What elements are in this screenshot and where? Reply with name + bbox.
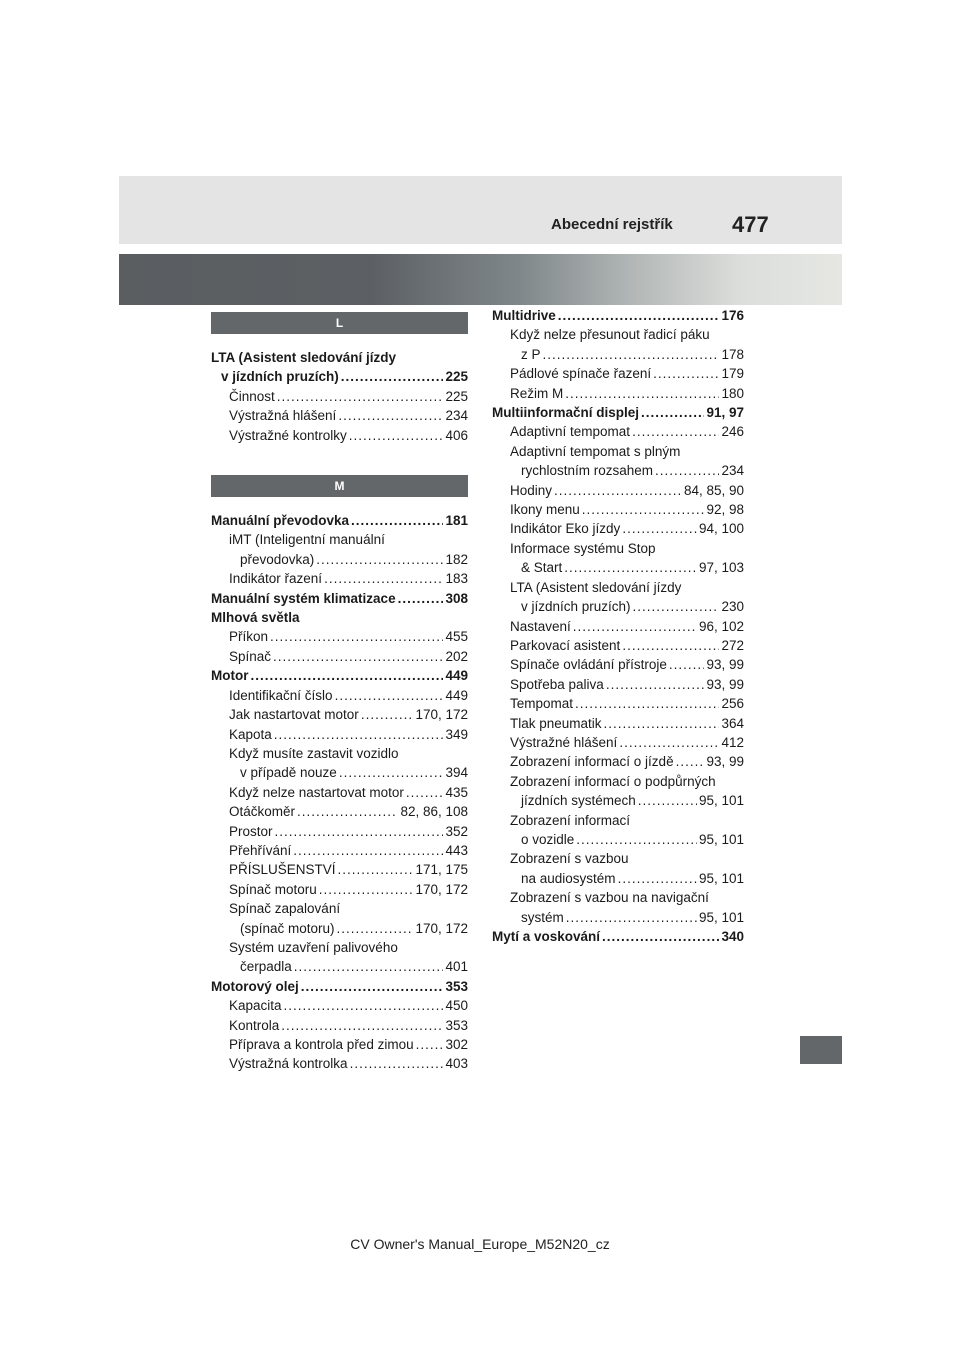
leader-dots xyxy=(575,694,719,713)
leader-dots xyxy=(633,597,720,616)
entry-label: v jízdních pruzích) xyxy=(521,599,631,615)
leader-dots xyxy=(274,725,444,744)
entry-label: Výstražné kontrolky xyxy=(229,427,347,443)
index-group-m xyxy=(211,511,468,1074)
entry-label: Příkon xyxy=(229,629,269,645)
index-group-l xyxy=(211,348,468,445)
leader-dots xyxy=(618,869,697,888)
index-main-entry xyxy=(211,977,468,996)
index-sub-entry xyxy=(211,880,468,899)
index-sub-entry xyxy=(211,841,468,860)
entry-label: jízdních systémech xyxy=(521,793,636,809)
index-column-right xyxy=(492,306,744,946)
leader-dots xyxy=(281,1016,443,1035)
index-sub-entry xyxy=(492,481,744,500)
index-sub-entry xyxy=(211,996,468,1015)
entry-page-ref: 95, 101 xyxy=(698,870,744,886)
entry-label: Spínače ovládání přístroje xyxy=(510,657,667,673)
entry-label: Zobrazení informací o podpůrných xyxy=(510,773,716,789)
entry-page-ref: 340 xyxy=(721,929,744,944)
chapter-tab xyxy=(800,1036,842,1064)
entry-label: iMT (Inteligentní manuální xyxy=(229,532,385,548)
index-sub-entry xyxy=(492,461,744,480)
index-sub-entry xyxy=(211,387,468,406)
entry-label: Když nelze přesunout řadicí páku xyxy=(510,327,710,343)
entry-page-ref: 171, 175 xyxy=(415,862,468,878)
entry-label: Když musíte zastavit vozidlo xyxy=(229,745,399,761)
decorative-gradient-band xyxy=(119,254,842,305)
entry-page-ref: 82, 86, 108 xyxy=(400,804,468,820)
entry-page-ref: 183 xyxy=(445,571,468,587)
index-sub-entry xyxy=(211,957,468,976)
entry-page-ref: 182 xyxy=(445,551,468,567)
entry-label: Přehřívání xyxy=(229,842,292,858)
index-sub-entry xyxy=(211,550,468,569)
leader-dots xyxy=(284,996,444,1015)
leader-dots xyxy=(554,481,682,500)
index-sub-entry xyxy=(492,325,744,344)
index-sub-entry xyxy=(211,1016,468,1035)
entry-page-ref: 302 xyxy=(445,1037,468,1052)
index-sub-entry xyxy=(492,442,744,461)
index-main-entry xyxy=(492,306,744,325)
entry-page-ref: 435 xyxy=(445,784,468,800)
entry-label: na audiosystém xyxy=(521,870,616,886)
entry-label: Spínač xyxy=(229,648,272,664)
entry-page-ref: 95, 101 xyxy=(698,909,744,925)
entry-label: Motorový olej xyxy=(211,978,299,994)
index-sub-entry xyxy=(211,744,468,763)
index-sub-entry xyxy=(492,578,744,597)
index-sub-entry xyxy=(492,714,744,733)
index-sub-entry xyxy=(211,530,468,549)
leader-dots xyxy=(337,919,414,938)
index-sub-entry xyxy=(492,830,744,849)
index-sub-entry xyxy=(492,733,744,752)
letter-band-l: L xyxy=(211,312,468,334)
index-sub-entry xyxy=(211,899,468,918)
leader-dots xyxy=(622,636,719,655)
index-sub-entry xyxy=(492,539,744,558)
leader-dots xyxy=(251,666,444,685)
index-sub-entry xyxy=(211,938,468,957)
index-sub-entry xyxy=(211,1054,468,1073)
index-sub-entry xyxy=(492,849,744,868)
leader-dots xyxy=(622,519,697,538)
leader-dots xyxy=(558,306,720,325)
index-sub-entry xyxy=(492,675,744,694)
index-sub-entry xyxy=(492,772,744,791)
leader-dots xyxy=(576,830,697,849)
leader-dots xyxy=(339,763,444,782)
entry-label: Mlhová světla xyxy=(211,610,300,626)
index-sub-entry xyxy=(492,888,744,907)
entry-label: Prostor xyxy=(229,823,273,839)
entry-label: Hodiny xyxy=(510,482,553,498)
entry-label: Zobrazení s vazbou xyxy=(510,851,629,867)
leader-dots xyxy=(338,406,443,425)
leader-dots xyxy=(582,500,705,519)
entry-label: Ikony menu xyxy=(510,502,580,518)
entry-label: Indikátor řazení xyxy=(229,571,323,587)
entry-label: & Start xyxy=(521,560,563,576)
letter-band-m: M xyxy=(211,475,468,497)
entry-label: Tlak pneumatik xyxy=(510,715,602,731)
entry-page-ref: 95, 101 xyxy=(698,793,744,809)
entry-page-ref: 92, 98 xyxy=(706,502,744,518)
entry-page-ref: 97, 103 xyxy=(698,560,744,576)
entry-label: (spínač motoru) xyxy=(240,920,335,936)
entry-label: Mytí a voskování xyxy=(492,929,601,944)
entry-page-ref: 412 xyxy=(721,734,744,750)
leader-dots xyxy=(319,880,414,899)
index-sub-entry xyxy=(211,627,468,646)
index-sub-entry xyxy=(492,636,744,655)
leader-dots xyxy=(632,422,719,441)
leader-dots xyxy=(341,367,444,386)
entry-page-ref: 225 xyxy=(445,369,468,385)
leader-dots xyxy=(270,627,443,646)
entry-label: v případě nouze xyxy=(240,765,337,781)
leader-dots xyxy=(351,511,443,530)
entry-page-ref: 181 xyxy=(445,513,468,529)
index-sub-entry xyxy=(211,860,468,879)
index-sub-entry xyxy=(492,694,744,713)
section-title: Abecední rejstřík xyxy=(551,216,673,233)
leader-dots xyxy=(335,686,444,705)
leader-dots xyxy=(338,860,414,879)
entry-label: Kapacita xyxy=(229,998,282,1014)
index-main-entry xyxy=(211,511,468,530)
leader-dots xyxy=(316,550,443,569)
leader-dots xyxy=(669,655,705,674)
entry-label: z P xyxy=(521,346,541,362)
leader-dots xyxy=(573,617,697,636)
index-sub-entry xyxy=(211,763,468,782)
index-group-m-continued xyxy=(492,306,744,946)
leader-dots xyxy=(293,841,443,860)
index-sub-entry xyxy=(211,1035,468,1054)
leader-dots xyxy=(676,752,705,771)
entry-label: Multiinformační displej xyxy=(492,405,640,421)
entry-label: převodovka) xyxy=(240,551,315,567)
index-sub-entry xyxy=(211,406,468,425)
entry-label: Systém uzavření palivového xyxy=(229,939,398,955)
entry-label: Manuální převodovka xyxy=(211,513,350,529)
entry-page-ref: 180 xyxy=(721,385,744,401)
entry-page-ref: 176 xyxy=(721,308,744,323)
index-sub-entry xyxy=(211,647,468,666)
leader-dots xyxy=(406,783,444,802)
entry-page-ref: 353 xyxy=(445,1017,468,1033)
index-main-entry xyxy=(492,927,744,946)
entry-page-ref: 234 xyxy=(721,463,744,479)
entry-page-ref: 96, 102 xyxy=(698,618,744,634)
entry-label: Adaptivní tempomat xyxy=(510,424,631,440)
index-sub-entry xyxy=(492,908,744,927)
entry-page-ref: 401 xyxy=(445,959,468,975)
leader-dots xyxy=(416,1035,444,1054)
entry-page-ref: 170, 172 xyxy=(415,707,468,723)
entry-page-ref: 93, 99 xyxy=(706,754,744,770)
entry-label: PŘÍSLUŠENSTVÍ xyxy=(229,862,336,878)
entry-page-ref: 394 xyxy=(445,765,468,781)
entry-label: Činnost xyxy=(229,388,275,404)
index-sub-entry xyxy=(211,783,468,802)
index-main-entry xyxy=(211,608,468,627)
leader-dots xyxy=(277,387,444,406)
entry-label: Tempomat xyxy=(510,696,574,712)
leader-dots xyxy=(606,675,705,694)
entry-page-ref: 443 xyxy=(445,842,468,858)
entry-page-ref: 246 xyxy=(721,424,744,440)
index-sub-entry xyxy=(492,364,744,383)
entry-page-ref: 308 xyxy=(445,590,468,606)
entry-label: Kapota xyxy=(229,726,272,742)
entry-label: Pádlové spínače řazení xyxy=(510,366,652,382)
index-sub-entry xyxy=(211,705,468,724)
leader-dots xyxy=(565,384,719,403)
entry-page-ref: 353 xyxy=(445,978,468,994)
entry-page-ref: 225 xyxy=(445,388,468,404)
index-sub-entry xyxy=(492,519,744,538)
entry-page-ref: 91, 97 xyxy=(706,405,744,421)
leader-dots xyxy=(655,461,719,480)
entry-label: Kontrola xyxy=(229,1017,280,1033)
index-sub-entry xyxy=(492,558,744,577)
entry-page-ref: 449 xyxy=(445,687,468,703)
index-sub-entry xyxy=(211,569,468,588)
leader-dots xyxy=(566,908,697,927)
leader-dots xyxy=(297,802,398,821)
index-sub-entry xyxy=(211,426,468,445)
entry-label: LTA (Asistent sledování jízdy xyxy=(510,579,682,595)
leader-dots xyxy=(350,1054,444,1073)
entry-label: Motor xyxy=(211,668,249,684)
entry-page-ref: 234 xyxy=(445,408,468,424)
entry-label: Parkovací asistent xyxy=(510,637,621,653)
index-sub-entry xyxy=(211,919,468,938)
entry-label: Adaptivní tempomat s plným xyxy=(510,443,681,459)
entry-label: Výstražná kontrolka xyxy=(229,1056,348,1072)
entry-label: Výstražné hlášení xyxy=(510,734,618,750)
entry-label: LTA (Asistent sledování jízdy xyxy=(211,350,397,365)
entry-page-ref: 406 xyxy=(445,427,468,443)
entry-page-ref: 450 xyxy=(445,998,468,1014)
leader-dots xyxy=(641,403,704,422)
leader-dots xyxy=(602,927,719,946)
entry-page-ref: 170, 172 xyxy=(415,920,468,936)
entry-page-ref: 403 xyxy=(445,1056,468,1072)
index-sub-entry xyxy=(211,822,468,841)
entry-page-ref: 352 xyxy=(445,823,468,839)
entry-label: Identifikační číslo xyxy=(229,687,333,703)
entry-label: čerpadla xyxy=(240,959,292,975)
entry-label: Zobrazení informací o jízdě xyxy=(510,754,674,770)
footer-manual-id: CV Owner's Manual_Europe_M52N20_cz xyxy=(350,1236,610,1252)
leader-dots xyxy=(294,957,444,976)
leader-dots xyxy=(638,791,697,810)
index-sub-entry xyxy=(211,802,468,821)
entry-label: o vozidle xyxy=(521,831,575,847)
leader-dots xyxy=(361,705,414,724)
entry-label: Informace systému Stop xyxy=(510,540,656,556)
index-column-left xyxy=(211,312,468,1074)
page-number: 477 xyxy=(732,212,769,237)
entry-page-ref: 93, 99 xyxy=(706,676,744,692)
index-sub-entry xyxy=(492,869,744,888)
entry-page-ref: 179 xyxy=(721,366,744,382)
entry-label: Spotřeba paliva xyxy=(510,676,604,692)
entry-label: Výstražná hlášení xyxy=(229,408,337,424)
entry-page-ref: 84, 85, 90 xyxy=(683,482,744,498)
leader-dots xyxy=(275,822,444,841)
index-sub-entry xyxy=(492,345,744,364)
entry-label: Indikátor Eko jízdy xyxy=(510,521,621,537)
entry-label: Spínač zapalování xyxy=(229,901,341,917)
index-sub-entry xyxy=(492,500,744,519)
leader-dots xyxy=(619,733,719,752)
entry-page-ref: 449 xyxy=(445,668,468,684)
leader-dots xyxy=(564,558,697,577)
entry-page-ref: 230 xyxy=(721,599,744,615)
index-sub-entry xyxy=(492,597,744,616)
entry-label: Manuální systém klimatizace xyxy=(211,590,396,606)
index-sub-entry xyxy=(492,384,744,403)
entry-label: Režim M xyxy=(510,385,564,401)
entry-page-ref: 364 xyxy=(721,715,744,731)
index-sub-entry xyxy=(492,655,744,674)
index-sub-entry xyxy=(492,752,744,771)
leader-dots xyxy=(653,364,719,383)
leader-dots xyxy=(543,345,720,364)
index-sub-entry xyxy=(492,422,744,441)
index-main-entry xyxy=(492,403,744,422)
leader-dots xyxy=(273,647,443,666)
leader-dots xyxy=(349,426,444,445)
index-sub-entry xyxy=(492,791,744,810)
index-sub-entry xyxy=(211,686,468,705)
leader-dots xyxy=(301,977,444,996)
entry-label: Multidrive xyxy=(492,308,556,323)
entry-label: systém xyxy=(521,909,564,925)
entry-label: Jak nastartovat motor xyxy=(229,707,359,723)
index-sub-entry xyxy=(211,725,468,744)
entry-page-ref: 256 xyxy=(721,696,744,712)
entry-label: Spínač motoru xyxy=(229,881,317,897)
entry-label: rychlostním rozsahem xyxy=(521,463,654,479)
entry-label: Zobrazení informací xyxy=(510,812,631,828)
entry-page-ref: 202 xyxy=(445,648,468,664)
entry-page-ref: 455 xyxy=(445,629,468,645)
entry-page-ref: 178 xyxy=(721,346,744,362)
entry-page-ref: 349 xyxy=(445,726,468,742)
entry-page-ref: 94, 100 xyxy=(698,521,744,537)
leader-dots xyxy=(398,589,444,608)
leader-dots xyxy=(324,569,443,588)
entry-page-ref: 170, 172 xyxy=(415,881,468,897)
entry-label: Když nelze nastartovat motor xyxy=(229,784,404,800)
entry-page-ref: 272 xyxy=(721,637,744,653)
index-main-entry xyxy=(211,589,468,608)
entry-page-ref: 93, 99 xyxy=(706,657,744,673)
entry-label: v jízdních pruzích) xyxy=(221,369,339,385)
leader-dots xyxy=(604,714,720,733)
index-main-entry xyxy=(211,367,468,386)
entry-label: Otáčkoměr xyxy=(229,804,296,820)
index-sub-entry xyxy=(492,811,744,830)
index-main-entry xyxy=(211,666,468,685)
entry-label: Nastavení xyxy=(510,618,571,634)
entry-label: Příprava a kontrola před zimou xyxy=(229,1037,414,1052)
entry-page-ref: 95, 101 xyxy=(698,831,744,847)
entry-label: Zobrazení s vazbou na navigační xyxy=(510,890,709,906)
index-sub-entry xyxy=(492,617,744,636)
index-main-entry xyxy=(211,348,468,367)
